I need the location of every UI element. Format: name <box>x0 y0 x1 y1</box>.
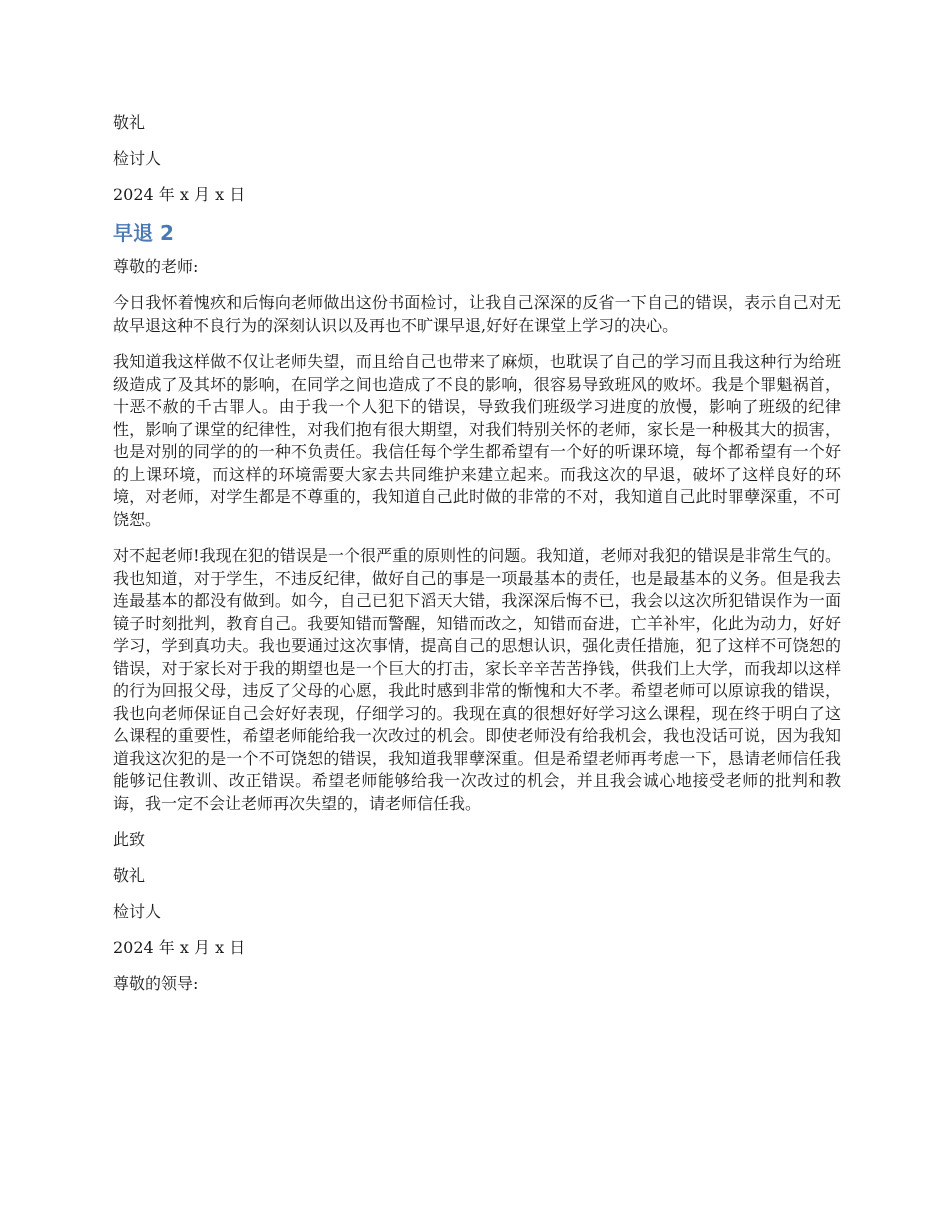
closing-author: 检讨人 <box>113 149 162 168</box>
closing-salute: 敬礼 <box>113 113 146 132</box>
closing-date: 2024 年 x 月 x 日 <box>113 185 246 204</box>
next-letter-greeting: 尊敬的领导: <box>113 974 199 993</box>
body-paragraph: 今日我怀着愧疚和后悔向老师做出这份书面检讨，让我自己深深的反省一下自己的错误，表示自己对无故早退这种不良行为的深刻认识以及再也不旷课早退,好好在课堂上学习的决心。 <box>113 293 841 335</box>
closing-salute: 敬礼 <box>113 866 146 885</box>
document-body <box>113 112 841 1009</box>
body-paragraph: 我知道我这样做不仅让老师失望，而且给自己也带来了麻烦，也耽误了自己的学习而且我这种行为给班级造成了及其坏的影响，在同学之间也造成了不良的影响，很容易导致班风的败坏。我是个罪魁祸首，十恶不赦的千古罪人。由于我一个人犯下的错误，导致我们班级学习进度的放慢，影响了班级的纪律性，影响了课堂的纪律性，对我们抱有很大期望，对我们特别关怀的老师，家长是一种极其大的损害，也是对别的同学的的一种不负责任。我信任每个学生都希望有一个好的听课环境，每个都希望有一个好的上课环境，而这样的环境需要大家去共同维护来建立起来。而我这次的早退，破坏了这样良好的环境，对老师，对学生都是不尊重的，我知道自己此时做的非常的不对，我知道自己此时罪孽深重，不可饶恕。 <box>113 352 841 529</box>
letter-greeting: 尊敬的老师: <box>113 257 199 276</box>
closing-author: 检讨人 <box>113 902 162 921</box>
closing-to: 此致 <box>113 830 146 849</box>
section-heading: 早退 2 <box>113 221 174 245</box>
body-paragraph: 对不起老师!我现在犯的错误是一个很严重的原则性的问题。我知道，老师对我犯的错误是非常生气的。我也知道，对于学生，不违反纪律，做好自己的事是一项最基本的责任，也是最基本的义务。但是我去连最基本的都没有做到。如今，自己已犯下滔天大错，我深深后悔不已，我会以这次所犯错误作为一面镜子时刻批判，教育自己。我要知错而警醒，知错而改之，知错而奋进，亡羊补牢，化此为动力，好好学习，学到真功夫。我也要通过这次事情，提高自己的思想认识，强化责任措施，犯了这样不可饶恕的错误，对于家长对于我的期望也是一个巨大的打击，家长辛辛苦苦挣钱，供我们上大学，而我却以这样的行为回报父母，违反了父母的心愿，我此时感到非常的惭愧和大不孝。希望老师可以原谅我的错误，我也向老师保证自己会好好表现，仔细学习的。我现在真的很想好好学习这么课程，现在终于明白了这么课程的重要性，希望老师能给我一次改过的机会。即使老师没有给我机会，我也没话可说，因为我知道我这次犯的是一个不可饶恕的错误，我知道我罪孽深重。但是希望老师再考虑一下，恳请老师信任我能够记住教训、改正错误。希望老师能够给我一次改过的机会，并且我会诚心地接受老师的批判和教诲，我一定不会让老师再次失望的，请老师信任我。 <box>113 546 841 813</box>
closing-date: 2024 年 x 月 x 日 <box>113 938 246 957</box>
